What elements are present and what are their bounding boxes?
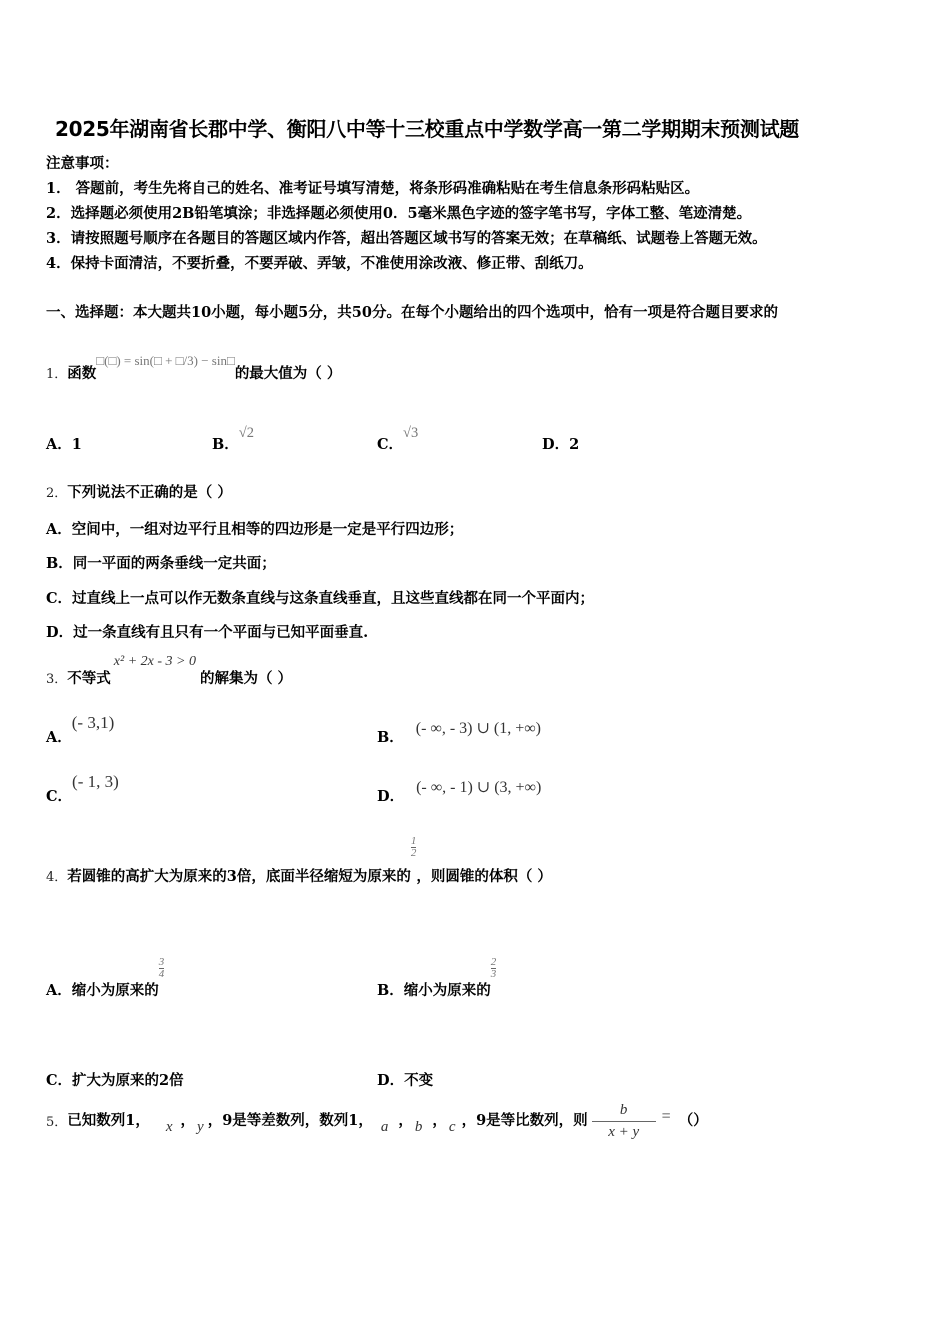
equals-sign: = [661, 1108, 671, 1125]
option-text: (- ∞, - 3) ∪ (1, +∞) [415, 720, 541, 737]
question-stem: 已知数列1， [67, 1112, 150, 1129]
option-label: B． [377, 729, 404, 746]
function-formula: □(□) = sin(□ + □/3) − sin□ [96, 352, 235, 368]
option-b [377, 957, 496, 1000]
option-label: C． [377, 436, 404, 453]
note-item-3: 3．请按照题号顺序在各题目的答题区域内作答，超出答题区域书写的答案无效；在草稿纸、试题卷上答题无效。 [46, 230, 767, 247]
option-a [46, 957, 164, 1000]
option-b [377, 717, 541, 746]
question-stem-tail: 的解集为（ ） [199, 670, 293, 687]
option-text: 空间中，一组对边平行且相等的四边形是一定是平行四边形； [71, 521, 464, 538]
option-text: 扩大为原来的2倍 [72, 1072, 184, 1089]
fraction-numerator: b [619, 1102, 628, 1118]
question-number: 1． [46, 367, 68, 382]
question-stem-tail: ，则圆锥的体积（ ） [416, 868, 552, 885]
question-3 [46, 654, 292, 688]
question-number: 3． [46, 672, 68, 687]
separator: ， [432, 1112, 447, 1129]
var-c: c [448, 1119, 456, 1135]
question-2 [46, 481, 232, 502]
option-label: A． [46, 521, 72, 538]
question-number: 2． [46, 486, 68, 501]
fraction-numerator: 2 [490, 956, 497, 968]
option-text: √3 [403, 425, 419, 441]
page-title: 2025年湖南省长郡中学、衡阳八中等十三校重点中学数学高一第二学期期末预测试题 [55, 117, 799, 141]
option-label: B． [377, 982, 404, 999]
option-d [377, 776, 542, 805]
option-text: 缩小为原来的 [403, 982, 491, 999]
question-4 [46, 836, 552, 887]
separator: ， [398, 1112, 413, 1129]
note-item-4: 4．保持卡面清洁，不要折叠，不要弄破、弄皱，不准使用涂改液、修正带、刮纸刀。 [46, 255, 593, 272]
question-stem-tail: 的最大值为（ ） [234, 365, 342, 382]
fraction-two-thirds [491, 957, 497, 980]
option-c [46, 771, 119, 805]
option-label: C． [46, 788, 73, 805]
option-label: D． [377, 788, 405, 805]
option-a [46, 712, 115, 746]
option-text: √2 [238, 425, 254, 441]
fraction-denominator: 4 [158, 968, 165, 980]
option-c [46, 1069, 184, 1090]
option-label: D． [377, 1072, 405, 1089]
option-label: C． [46, 1072, 73, 1089]
fraction-b-over-x-plus-y [592, 1103, 656, 1140]
question-stem-mid: ，9是等差数列，数列1， [207, 1112, 373, 1129]
var-x: x [165, 1119, 173, 1135]
option-a [46, 433, 82, 454]
option-b [212, 425, 254, 454]
option-d [542, 433, 579, 454]
option-text: (- 3,1) [71, 713, 115, 732]
option-text: 同一平面的两条垂线一定共面； [72, 555, 276, 572]
option-text: 缩小为原来的 [71, 982, 159, 999]
note-item-1: 1． 答题前，考生先将自己的姓名、准考证号填写清楚，将条形码准确粘贴在考生信息条形码粘贴区。 [46, 180, 700, 197]
inequality-formula: x² + 2x - 3 > 0 [113, 654, 196, 669]
var-a: a [380, 1119, 389, 1135]
section-heading: 一、选择题：本大题共10小题，每小题5分，共50分。在每个小题给出的四个选项中，恰有一项是符合题目要求的 [46, 304, 778, 321]
fraction-numerator: 3 [158, 956, 165, 968]
option-text: 不变 [404, 1072, 434, 1089]
option-label: A． [46, 729, 72, 746]
fraction-three-quarters [159, 957, 165, 980]
question-5 [46, 1103, 708, 1140]
option-label: B． [46, 555, 73, 572]
fraction-denominator: x + y [608, 1124, 640, 1140]
option-label: A． [46, 982, 72, 999]
question-number: 4． [46, 870, 68, 885]
question-number: 5． [46, 1115, 68, 1130]
option-c [46, 587, 594, 608]
notes-heading: 注意事项： [46, 155, 119, 172]
option-label: A． [46, 436, 72, 453]
option-a [46, 518, 463, 539]
option-b [46, 552, 276, 573]
option-text: (- 1, 3) [72, 772, 119, 791]
fraction-denominator: 3 [490, 968, 497, 980]
option-label: C． [46, 590, 73, 607]
option-text: 过一条直线有且只有一个平面与已知平面垂直. [73, 624, 369, 641]
question-stem-tail: ，9是等比数列，则 [461, 1112, 588, 1129]
option-d [46, 621, 368, 642]
question-stem: 下列说法不正确的是（ ） [67, 484, 232, 501]
fraction-numerator: 1 [410, 835, 417, 847]
question-stem: 函数 [67, 365, 97, 382]
option-c [377, 425, 419, 454]
answer-blank: （） [678, 1112, 708, 1129]
option-label: D． [46, 624, 74, 641]
question-stem: 不等式 [67, 670, 111, 687]
note-item-2: 2．选择题必须使用2B铅笔填涂；非选择题必须使用0．5毫米黑色字迹的签字笔书写，字体工整、笔迹清楚。 [46, 205, 752, 222]
option-text: 1 [71, 436, 82, 453]
var-b: b [414, 1119, 423, 1135]
question-1 [46, 338, 341, 383]
option-label: D． [542, 436, 570, 453]
var-y: y [197, 1119, 204, 1135]
separator: ， [180, 1112, 196, 1129]
option-d [377, 1069, 433, 1090]
option-text: (- ∞, - 1) ∪ (3, +∞) [416, 779, 542, 796]
fraction-one-half [411, 836, 417, 859]
fraction-denominator: 2 [410, 847, 417, 859]
option-text: 过直线上一点可以作无数条直线与这条直线垂直，且这些直线都在同一个平面内； [72, 590, 595, 607]
option-text: 2 [569, 436, 580, 453]
option-label: B． [212, 436, 239, 453]
question-stem: 若圆锥的高扩大为原来的3倍，底面半径缩短为原来的 [67, 868, 411, 885]
